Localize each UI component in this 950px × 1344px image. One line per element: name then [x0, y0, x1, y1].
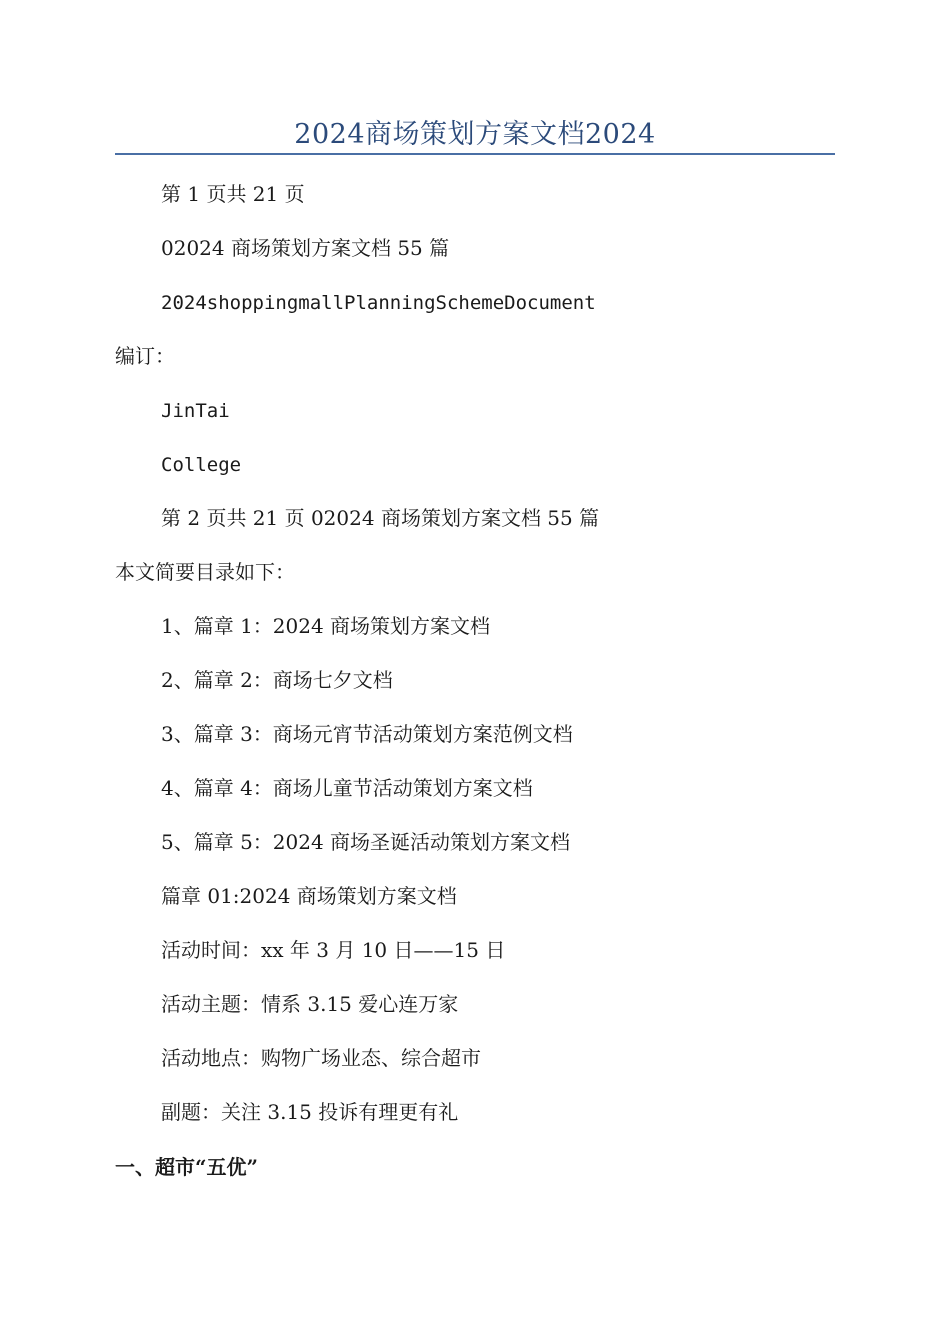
page-count-line: 第 1 页共 21 页	[161, 182, 305, 206]
section-heading: 一、超市“五优”	[115, 1155, 259, 1179]
english-title-line: 2024shoppingmallPlanningSchemeDocument	[161, 292, 596, 314]
editor-label: 编订：	[115, 344, 175, 368]
toc-item-5: 5、篇章 5：2024 商场圣诞活动策划方案文档	[161, 830, 571, 854]
event-time: 活动时间：xx 年 3 月 10 日——15 日	[161, 938, 506, 962]
event-place: 活动地点：购物广场业态、综合超市	[161, 1046, 481, 1070]
page-count-line-2: 第 2 页共 21 页 02024 商场策划方案文档 55 篇	[161, 506, 600, 530]
title-underline	[115, 153, 835, 155]
toc-intro: 本文简要目录如下：	[115, 560, 295, 584]
subtitle-line: 02024 商场策划方案文档 55 篇	[161, 236, 450, 260]
toc-item-2: 2、篇章 2：商场七夕文档	[161, 668, 393, 692]
document-title: 2024商场策划方案文档2024	[294, 119, 656, 150]
toc-item-3: 3、篇章 3：商场元宵节活动策划方案范例文档	[161, 722, 573, 746]
toc-item-1: 1、篇章 1：2024 商场策划方案文档	[161, 614, 491, 638]
editor-name-line-1: JinTai	[161, 400, 230, 422]
editor-name-line-2: College	[161, 454, 242, 476]
event-theme: 活动主题：情系 3.15 爱心连万家	[161, 992, 459, 1016]
event-subtitle: 副题：关注 3.15 投诉有理更有礼	[161, 1100, 459, 1124]
chapter-heading: 篇章 01:2024 商场策划方案文档	[161, 884, 457, 908]
toc-item-4: 4、篇章 4：商场儿童节活动策划方案文档	[161, 776, 533, 800]
